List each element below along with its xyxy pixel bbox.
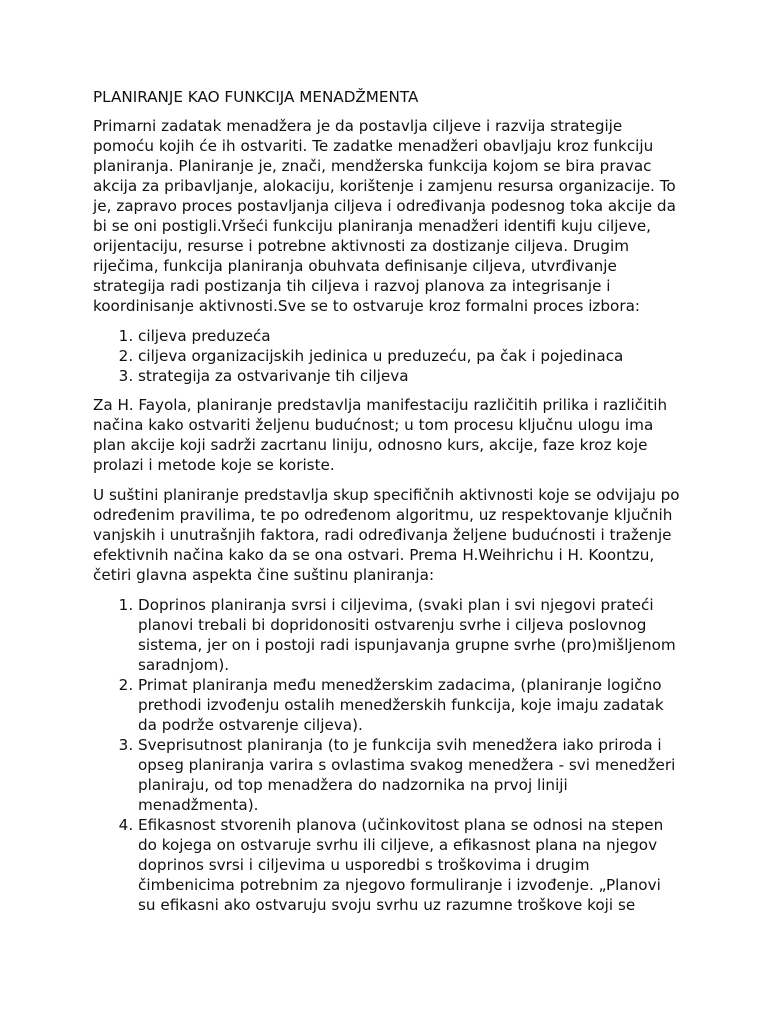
- paragraph-essence: U suštini planiranje predstavlja skup specifičnih aktivnosti koje se odvijaju po određenim pravilima, te po određenom algoritmu, uz respektovanje ključnih vanjskih i unutrašnjih faktora, radi određivanja željene budućnosti i traženje efektivnih načina kako da se ona ostvari. Prema H.Weihrichu i H. Koontzu, četiri glavna aspekta čine suštinu planiranja:: [93, 486, 680, 584]
- paragraph-fayol: Za H. Fayola, planiranje predstavlja manifestaciju različitih prilika i različitih načina kako ostvariti željenu budućnost; u tom procesu ključnu ulogu ima plan akcije koji sadrži zacrtanu liniju, odnosno kurs, akcije, faze kroz koje prolazi i metode koje se koriste.: [93, 396, 668, 474]
- document-page: [93, 87, 683, 915]
- document-title: PLANIRANJE KAO FUNKCIJA MENADŽMENTA: [93, 88, 419, 106]
- list-item: 2. Primat planiranja među menedžerskim zadacima, (planiranje logično prethodi izvođenju ostalih menedžerskih funkcija, koje imaju zadatak da podrže ostvarenje ciljeva).: [138, 675, 683, 735]
- planning-aspects-list: [93, 595, 683, 915]
- list-item: 4. Efikasnost stvorenih planova (učinkovitost plana se odnosi na stepen do kojega on ostvaruje svrhu ili ciljeve, a efikasnost plana na njegov doprinos svrsi i ciljevima u usporedbi s troškovima i drugim čimbenicima potrebnim za njegovo formuliranje i izvođenje. „Planovi su efikasni ako ostvaruju svoju svrhu uz razumne troškove koji se: [138, 815, 683, 915]
- paragraph-intro: Primarni zadatak menadžera je da postavlja ciljeve i razvija strategije pomoću kojih će ih ostvariti. Te zadatke menadžeri obavljaju kroz funkciju planiranja. Planiranje je, znači, mendžerska funkcija kojom se bira pravac akcija za pribavljanje, alokaciju, korištenje i zamjenu resursa organizacije. To je, zapravo proces postavljanja ciljeva i određivanja podesnog toka akcije da bi se oni postigli.Vršeći funkciju planiranja menadžeri identifi kuju ciljeve, orijentaciju, resurse i potrebne aktivnosti za dostizanje ciljeva. Drugim riječima, funkcija planiranja obuhvata definisanje ciljeva, utvrđivanje strategija radi postizanja tih ciljeva i razvoj planova za integrisanje i koordinisanje aktivnosti.Sve se to ostvaruje kroz formalni proces izbora:: [93, 117, 676, 315]
- list-item: 1. ciljeva preduzeća: [138, 326, 683, 346]
- list-item: 3. Sveprisutnost planiranja (to je funkcija svih menedžera iako priroda i opseg planiranja varira s ovlastima svakog menedžera - svi menedžeri planiraju, od top menadžera do nadzornika na prvoj liniji menadžmenta).: [138, 735, 683, 815]
- list-item: 3. strategija za ostvarivanje tih ciljeva: [138, 366, 683, 386]
- list-item: 2. ciljeva organizacijskih jedinica u preduzeću, pa čak i pojedinaca: [138, 346, 683, 366]
- selection-process-list: [93, 326, 683, 386]
- list-item: 1. Doprinos planiranja svrsi i ciljevima, (svaki plan i svi njegovi prateći planovi trebali bi dopridonositi ostvarenju svrhe i ciljeva poslovnog sistema, jer on i postoji radi ispunjavanja grupne svrhe (pro)mišljenom saradnjom).: [138, 595, 683, 675]
